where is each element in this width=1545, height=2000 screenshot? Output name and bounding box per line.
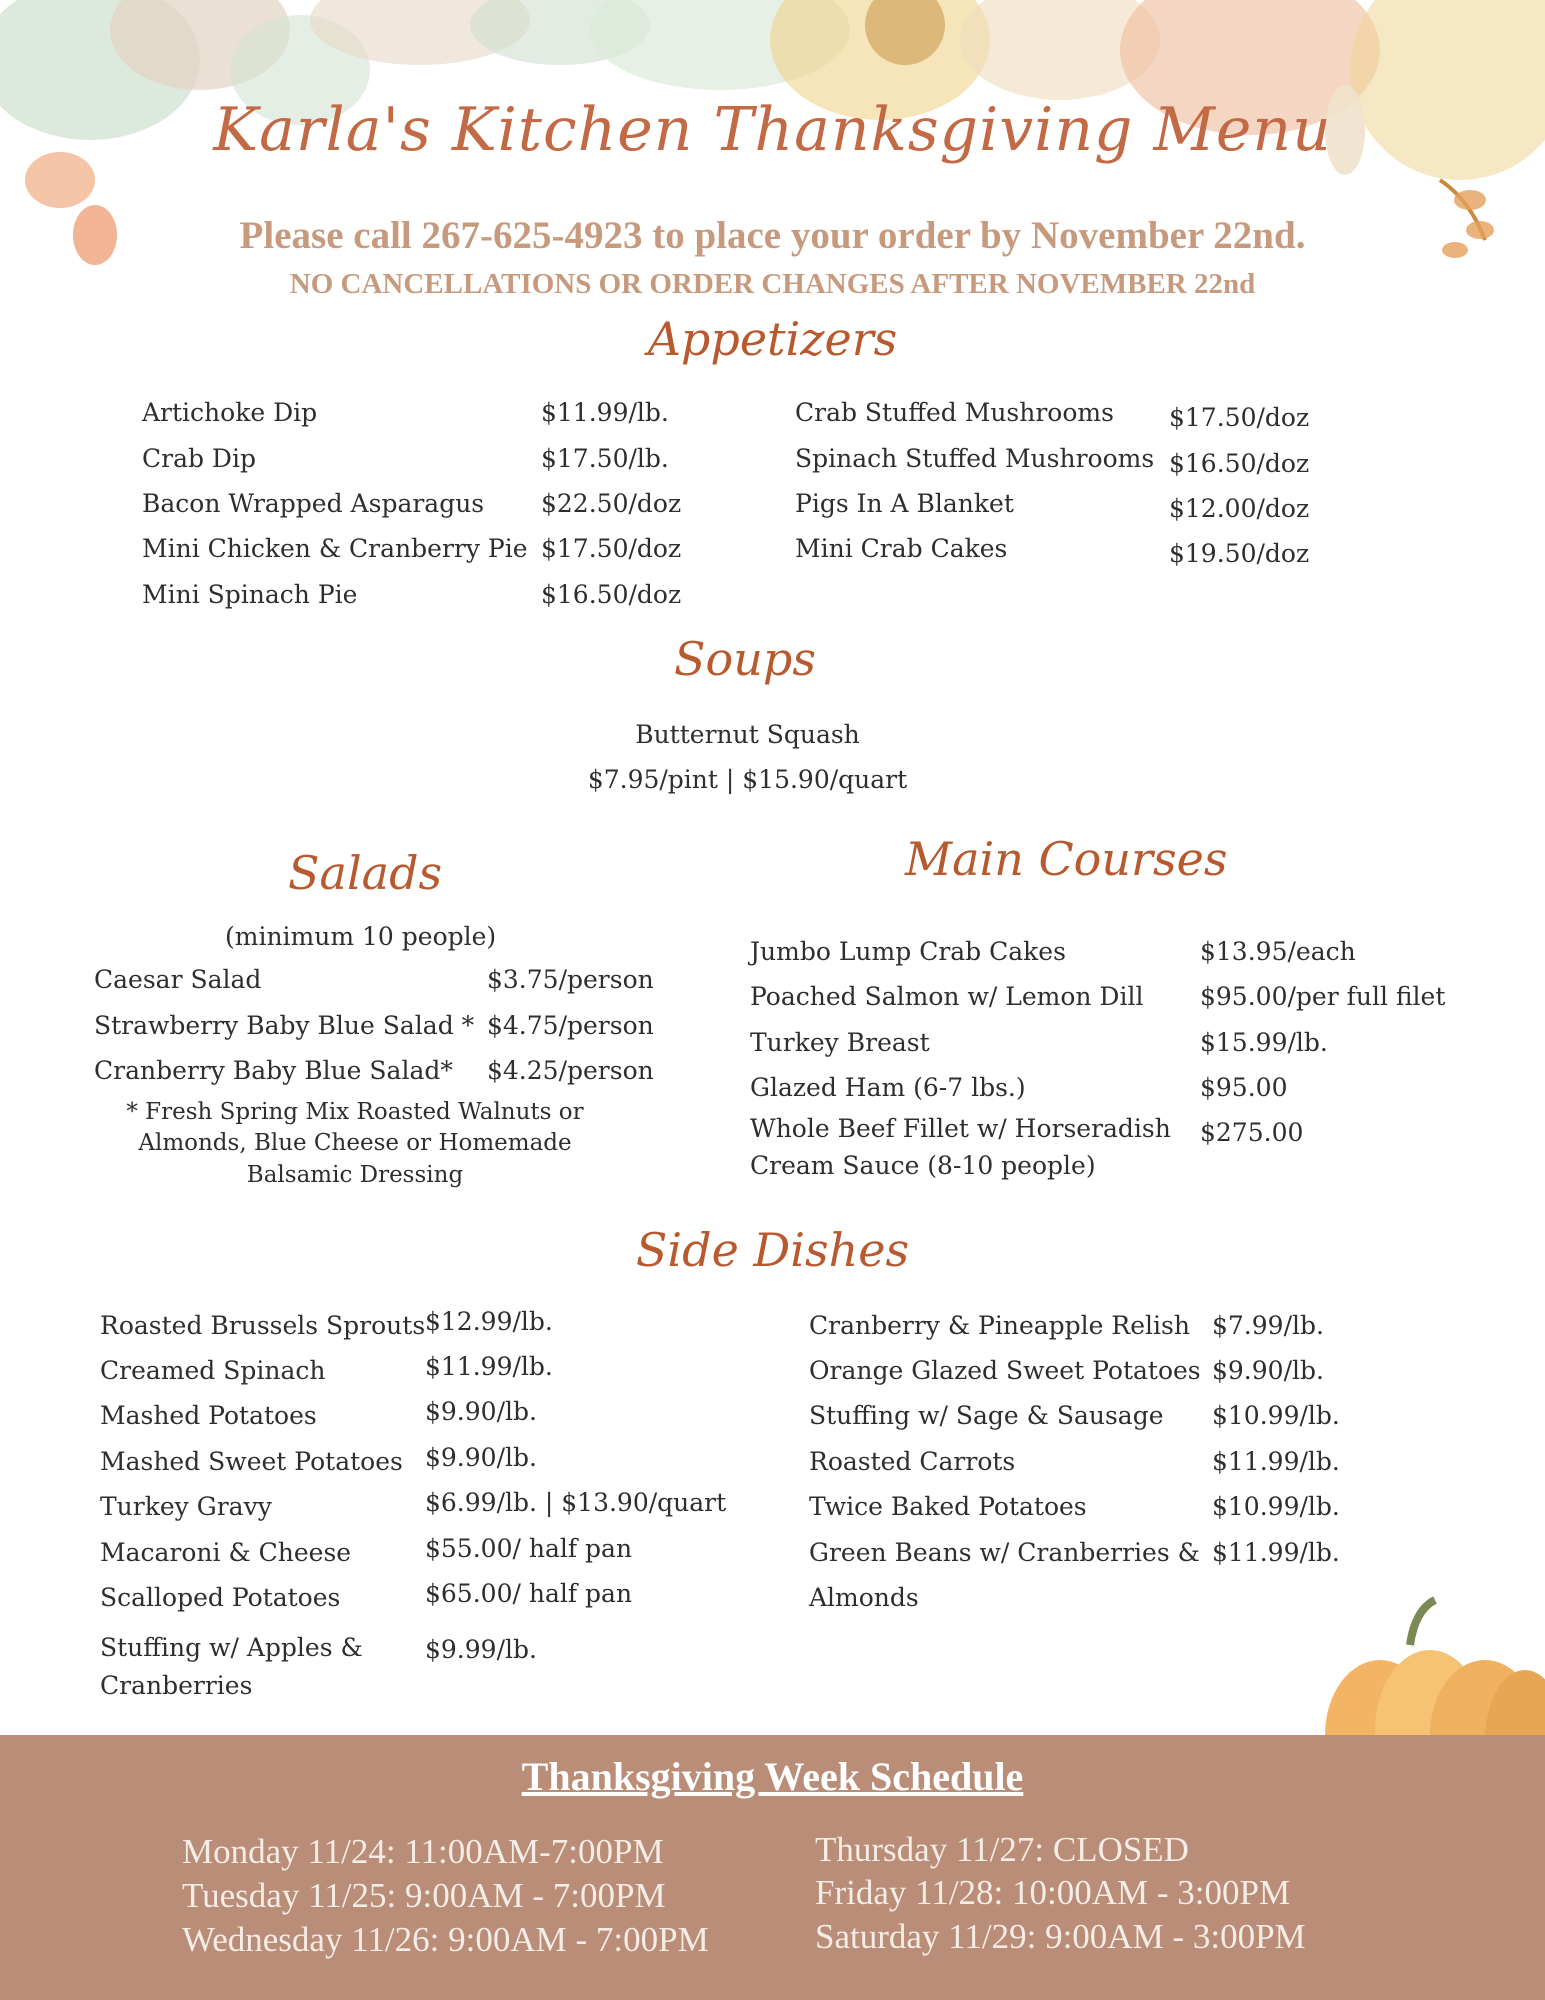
side-dish-item: Roasted Carrots — [809, 1447, 1016, 1476]
main-course-price: $13.95/each — [1200, 937, 1356, 966]
soup-price: $7.95/pint | $15.90/quart — [587, 765, 908, 794]
cancellation-policy: NO CANCELLATIONS OR ORDER CHANGES AFTER NOVEMBER 22nd — [289, 268, 1256, 300]
side-dish-item-line2: Cranberries — [100, 1671, 253, 1700]
appetizer-item: Crab Stuffed Mushrooms — [795, 398, 1114, 427]
side-dish-item: Green Beans w/ Cranberries & — [809, 1538, 1200, 1567]
salad-footnote: Almonds, Blue Cheese or Homemade — [138, 1130, 572, 1156]
salad-item: Caesar Salad — [94, 965, 262, 994]
side-dish-item: Cranberry & Pineapple Relish — [809, 1311, 1190, 1340]
appetizer-price: $11.99/lb. — [541, 398, 669, 427]
side-dish-price: $11.99/lb. — [1212, 1447, 1340, 1476]
appetizer-price: $17.50/doz — [541, 534, 682, 563]
side-dish-item: Stuffing w/ Sage & Sausage — [809, 1401, 1164, 1430]
side-dish-price: $10.99/lb. — [1212, 1401, 1340, 1430]
side-dishes-heading: Side Dishes — [635, 1223, 910, 1277]
side-dish-price: $55.00/ half pan — [425, 1534, 633, 1563]
side-dish-item: Mashed Sweet Potatoes — [100, 1447, 403, 1476]
salad-price: $3.75/person — [487, 965, 654, 994]
side-dish-price: $9.90/lb. — [425, 1397, 537, 1426]
side-dish-item: Orange Glazed Sweet Potatoes — [809, 1356, 1201, 1385]
side-dish-item: Macaroni & Cheese — [100, 1538, 352, 1567]
salad-footnote: * Fresh Spring Mix Roasted Walnuts or — [126, 1099, 584, 1125]
side-dish-price: $9.99/lb. — [425, 1635, 537, 1664]
side-dish-price: $9.90/lb. — [1212, 1356, 1324, 1385]
salad-item: Strawberry Baby Blue Salad * — [94, 1011, 475, 1040]
salads-minimum-note: (minimum 10 people) — [225, 922, 497, 951]
appetizer-item: Crab Dip — [142, 444, 256, 473]
schedule-day: Tuesday 11/25: 9:00AM - 7:00PM — [182, 1876, 666, 1915]
side-dish-price: $7.99/lb. — [1212, 1311, 1324, 1340]
salad-price: $4.25/person — [487, 1056, 654, 1085]
side-dish-price: $10.99/lb. — [1212, 1492, 1340, 1521]
side-dish-price: $65.00/ half pan — [425, 1579, 633, 1608]
schedule-day: Monday 11/24: 11:00AM-7:00PM — [182, 1832, 664, 1871]
salad-price: $4.75/person — [487, 1011, 654, 1040]
menu-title: Karla's Kitchen Thanksgiving Menu — [213, 95, 1332, 165]
appetizer-price: $16.50/doz — [541, 580, 682, 609]
main-course-item: Poached Salmon w/ Lemon Dill — [750, 982, 1144, 1011]
main-course-price: $275.00 — [1200, 1118, 1304, 1147]
side-dish-item: Turkey Gravy — [100, 1492, 272, 1521]
appetizers-heading: Appetizers — [647, 312, 898, 366]
main-course-price: $95.00 — [1200, 1073, 1288, 1102]
main-course-item: Glazed Ham (6-7 lbs.) — [750, 1073, 1026, 1102]
appetizer-item: Bacon Wrapped Asparagus — [142, 489, 485, 518]
side-dish-item: Mashed Potatoes — [100, 1401, 317, 1430]
main-course-item: Whole Beef Fillet w/ Horseradish — [750, 1114, 1171, 1143]
side-dish-item: Roasted Brussels Sprouts — [100, 1311, 426, 1340]
main-course-price: $15.99/lb. — [1200, 1028, 1328, 1057]
schedule-day: Friday 11/28: 10:00AM - 3:00PM — [815, 1873, 1291, 1912]
main-course-item: Turkey Breast — [750, 1028, 930, 1057]
appetizer-item: Mini Chicken & Cranberry Pie — [142, 534, 528, 563]
appetizer-item: Pigs In A Blanket — [795, 489, 1014, 518]
side-dish-price: $11.99/lb. — [425, 1352, 553, 1381]
side-dish-item: Stuffing w/ Apples & — [100, 1633, 363, 1662]
schedule-heading: Thanksgiving Week Schedule — [521, 1754, 1024, 1799]
appetizer-item: Spinach Stuffed Mushrooms — [795, 444, 1155, 473]
appetizer-item: Mini Crab Cakes — [795, 534, 1008, 563]
soups-heading: Soups — [674, 632, 816, 686]
appetizer-price: $16.50/doz — [1169, 449, 1310, 478]
side-dish-price: $6.99/lb. | $13.90/quart — [425, 1488, 727, 1517]
side-dish-item-line2: Almonds — [809, 1583, 919, 1612]
appetizer-item: Artichoke Dip — [142, 398, 318, 427]
side-dish-price: $11.99/lb. — [1212, 1538, 1340, 1567]
appetizer-item: Mini Spinach Pie — [142, 580, 358, 609]
schedule-day: Thursday 11/27: CLOSED — [815, 1830, 1189, 1869]
appetizer-price: $17.50/lb. — [541, 444, 669, 473]
salad-footnote: Balsamic Dressing — [246, 1162, 464, 1188]
main-course-item-line2: Cream Sauce (8-10 people) — [750, 1151, 1096, 1180]
side-dish-price: $12.99/lb. — [425, 1307, 553, 1336]
side-dish-item: Scalloped Potatoes — [100, 1583, 341, 1612]
order-phone-line: Please call 267-625-4923 to place your order by November 22nd. — [239, 214, 1306, 257]
schedule-day: Wednesday 11/26: 9:00AM - 7:00PM — [182, 1920, 709, 1959]
schedule-day: Saturday 11/29: 9:00AM - 3:00PM — [815, 1917, 1306, 1956]
appetizer-price: $12.00/doz — [1169, 494, 1310, 523]
salads-heading: Salads — [288, 846, 443, 900]
side-dish-price: $9.90/lb. — [425, 1443, 537, 1472]
appetizer-price: $22.50/doz — [541, 489, 682, 518]
appetizer-price: $19.50/doz — [1169, 539, 1310, 568]
side-dish-item: Creamed Spinach — [100, 1356, 326, 1385]
soup-item: Butternut Squash — [635, 720, 860, 749]
main-courses-heading: Main Courses — [905, 832, 1228, 886]
salad-item: Cranberry Baby Blue Salad* — [94, 1056, 453, 1085]
appetizer-price: $17.50/doz — [1169, 403, 1310, 432]
side-dish-item: Twice Baked Potatoes — [809, 1492, 1087, 1521]
main-course-price: $95.00/per full filet — [1200, 982, 1446, 1011]
main-course-item: Jumbo Lump Crab Cakes — [750, 937, 1066, 966]
